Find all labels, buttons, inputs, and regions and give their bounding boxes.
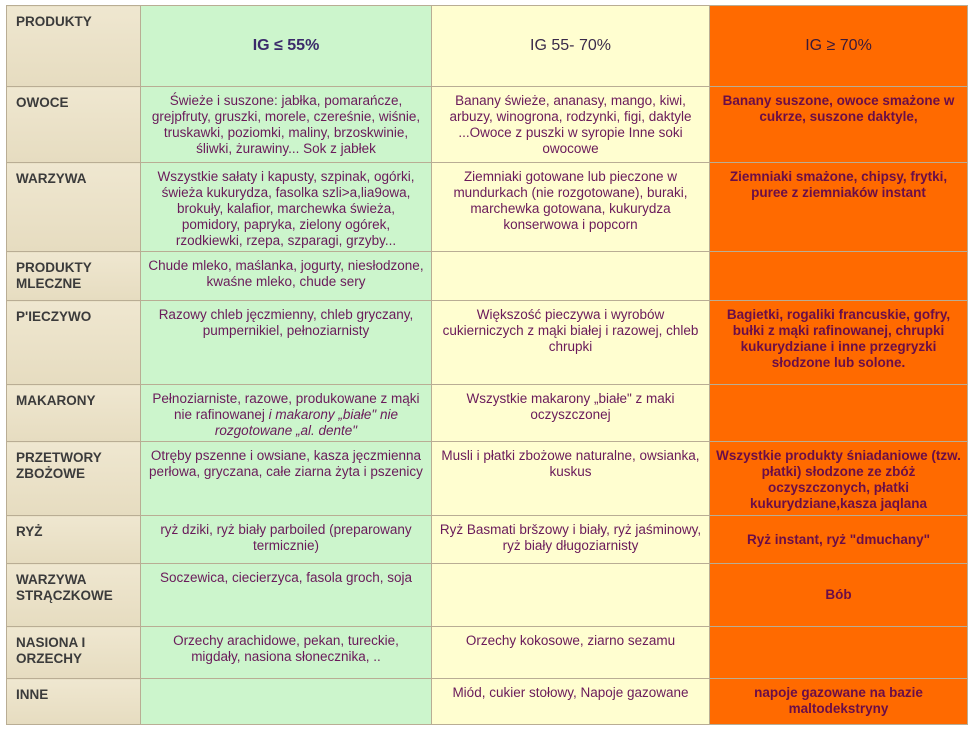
cell-low-gi: Świeże i suszone: jabłka, pomarańcze, grejpfruty, gruszki, morele, czereśnie, wiśnie, truskawki, poziomki, maliny, brzoskwinie, śliwki, żurawiny... Sok z jabłek	[141, 87, 432, 163]
header-low-gi	[141, 6, 432, 87]
cell-low-gi: Orzechy arachidowe, pekan, tureckie, migdały, nasiona słonecznika, ..	[141, 627, 432, 679]
cell-mid-gi: Większość pieczywa i wyrobów cukierniczych z mąki białej i razowej, chleb chrupki	[432, 301, 710, 385]
table-row-produkty-mleczne	[7, 252, 968, 301]
cell-high-gi: Ryż instant, ryż "dmuchany"	[710, 516, 968, 564]
row-category: PRODUKTY MLECZNE	[7, 252, 141, 301]
cell-mid-gi: Ziemniaki gotowane lub pieczone w mundurkach (nie rozgotowane), buraki, marchewka gotowana, kukurydza konserwowa i popcorn	[432, 163, 710, 252]
row-category: MAKARONY	[7, 385, 141, 442]
row-category: WARZYWA STRĄCZKOWE	[7, 564, 141, 627]
row-category: PRZETWORY ZBOŻOWE	[7, 442, 141, 516]
cell-low-gi: Chude mleko, maślanka, jogurty, niesłodzone, kwaśne mleko, chude sery	[141, 252, 432, 301]
cell-mid-gi: Banany świeże, ananasy, mango, kiwi, arbuzy, winogrona, rodzynki, figi, daktyle ...Owoce z puszki w syropie Inne soki owocowe	[432, 87, 710, 163]
row-category: INNE	[7, 679, 141, 725]
cell-high-gi: Wszystkie produkty śniadaniowe (tzw. płatki) słodzone ze zbóż oczyszczonych, płatki kukurydziane,kasza jaqlana	[710, 442, 968, 516]
cell-high-gi	[710, 627, 968, 679]
table-row-warzywa-straczkowe	[7, 564, 968, 627]
cell-low-gi: Otręby pszenne i owsiane, kasza jęczmienna perłowa, gryczana, całe ziarna żyta i pszenicy	[141, 442, 432, 516]
cell-mid-gi: Wszystkie makarony „białe" z maki oczyszczonej	[432, 385, 710, 442]
cell-low-gi	[141, 679, 432, 725]
row-category: RYŻ	[7, 516, 141, 564]
table-row-makarony	[7, 385, 968, 442]
header-high-gi-label: IG ≥ 70%	[805, 37, 872, 54]
cell-high-gi	[710, 385, 968, 442]
row-category: NASIONA I ORZECHY	[7, 627, 141, 679]
cell-high-gi: Bagietki, rogaliki francuskie, gofry, bułki z mąki rafinowanej, chrupki kukurydziane i inne przegryzki słodzone lub solone.	[710, 301, 968, 385]
header-high-gi	[710, 6, 968, 87]
cell-low-gi-italic-note: i makarony „białe" nie rozgotowane „al. dente"	[214, 407, 398, 438]
header-mid-gi-label: IG 55- 70%	[530, 37, 611, 54]
table-row-nasiona-i-orzechy	[7, 627, 968, 679]
cell-low-gi: Soczewica, ciecierzyca, fasola groch, soja	[141, 564, 432, 627]
header-low-gi-label: IG ≤ 55%	[252, 37, 320, 54]
cell-mid-gi: Musli i płatki zbożowe naturalne, owsianka, kuskus	[432, 442, 710, 516]
table-row-ryz	[7, 516, 968, 564]
table-row-warzywa	[7, 163, 968, 252]
header-row	[7, 6, 968, 87]
cell-low-gi: Wszystkie sałaty i kapusty, szpinak, ogórki, świeża kukurydza, fasolka szli>a,lia9owa, brokuły, kalafior, marchewka świeża, pomidory, papryka, zielony ogórek, rzodkiewki, rzepa, szparagi, grzyby...	[141, 163, 432, 252]
cell-low-gi: ryż dziki, ryż biały parboiled (preparowany termicznie)	[141, 516, 432, 564]
cell-high-gi: Banany suszone, owoce smażone w cukrze, suszone daktyle,	[710, 87, 968, 163]
glycemic-index-table	[6, 5, 968, 725]
table-row-owoce	[7, 87, 968, 163]
row-category: OWOCE	[7, 87, 141, 163]
cell-high-gi: Ziemniaki smażone, chipsy, frytki, puree z ziemniaków instant	[710, 163, 968, 252]
cell-mid-gi: Ryż Basmati bršzowy i biały, ryż jaśminowy, ryż biały długoziarnisty	[432, 516, 710, 564]
header-category: PRODUKTY	[7, 6, 141, 87]
cell-mid-gi	[432, 252, 710, 301]
header-mid-gi	[432, 6, 710, 87]
cell-mid-gi: Miód, cukier stołowy, Napoje gazowane	[432, 679, 710, 725]
cell-low-gi	[141, 385, 432, 442]
cell-low-gi: Razowy chleb jęczmienny, chleb gryczany, pumpernikiel, pełnoziarnisty	[141, 301, 432, 385]
row-category: WARZYWA	[7, 163, 141, 252]
table-row-inne	[7, 679, 968, 725]
row-category: P'IECZYWO	[7, 301, 141, 385]
cell-high-gi: Bób	[710, 564, 968, 627]
cell-mid-gi	[432, 564, 710, 627]
cell-high-gi: napoje gazowane na bazie maltodekstryny	[710, 679, 968, 725]
table-row-pieczywo	[7, 301, 968, 385]
table-row-przetwory-zbozowe	[7, 442, 968, 516]
cell-mid-gi: Orzechy kokosowe, ziarno sezamu	[432, 627, 710, 679]
cell-low-gi-text: Pełnoziarniste, razowe, produkowane z mąki nie rafinowanej	[152, 391, 420, 422]
cell-high-gi	[710, 252, 968, 301]
